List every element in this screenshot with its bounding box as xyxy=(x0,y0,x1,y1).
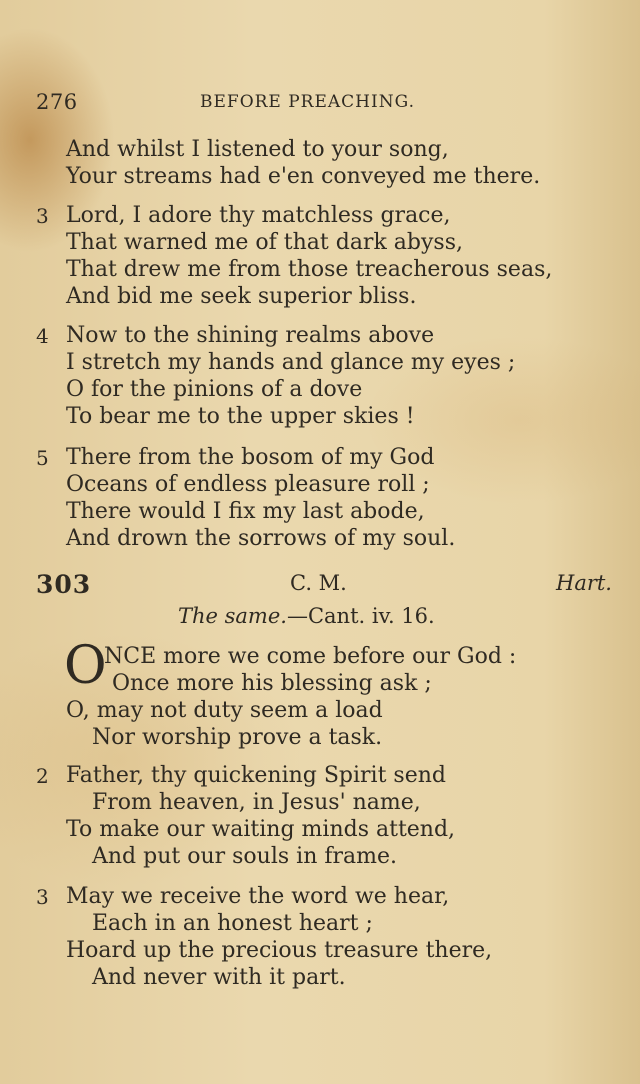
verse-line: Once more his blessing ask ; xyxy=(112,671,432,696)
verse-line: And whilst I listened to your song, xyxy=(66,137,449,162)
page-number: 276 xyxy=(36,90,78,114)
stanza-number: 5 xyxy=(36,446,49,470)
stanza-number: 3 xyxy=(36,885,49,909)
verse-line: Hoard up the precious treasure there, xyxy=(66,938,493,963)
verse-line: To bear me to the upper skies ! xyxy=(66,404,415,429)
hymn-meter: C. M. xyxy=(290,571,347,595)
verse-line: O, may not duty seem a load xyxy=(66,698,383,723)
verse-line: Oceans of endless pleasure roll ; xyxy=(66,472,430,497)
verse-line: There from the bosom of my God xyxy=(66,445,435,470)
verse-line: Father, thy quickening Spirit send xyxy=(66,763,446,788)
verse-line: That drew me from those treacherous seas, xyxy=(66,257,553,282)
verse-line: Your streams had e'en conveyed me there. xyxy=(66,164,541,189)
running-title: BEFORE PREACHING. xyxy=(200,92,415,112)
verse-line: And drown the sorrows of my soul. xyxy=(66,526,456,551)
verse-line: There would I fix my last abode, xyxy=(66,499,425,524)
hymn-author: Hart. xyxy=(556,571,612,595)
verse-line: And put our souls in frame. xyxy=(92,844,398,869)
subtitle-italic: The same. xyxy=(178,604,287,628)
hymn-subtitle xyxy=(178,604,435,628)
verse-line: I stretch my hands and glance my eyes ; xyxy=(66,350,516,375)
verse-line: And bid me seek superior bliss. xyxy=(66,284,417,309)
verse-line: Lord, I adore thy matchless grace, xyxy=(66,203,451,228)
verse-line: Now to the shining realms above xyxy=(66,323,435,348)
drop-cap: O xyxy=(64,636,107,696)
subtitle-reference: —Cant. iv. 16. xyxy=(286,604,435,628)
verse-line: That warned me of that dark abyss, xyxy=(66,230,463,255)
stanza-number: 4 xyxy=(36,324,49,348)
hymn-number: 303 xyxy=(36,570,92,599)
stanza-number: 3 xyxy=(36,204,49,228)
verse-line: O for the pinions of a dove xyxy=(66,377,363,402)
stanza-number: 2 xyxy=(36,764,49,788)
verse-line: NCE more we come before our God : xyxy=(104,644,517,669)
hymn-heading xyxy=(36,570,612,600)
verse-line: To make our waiting minds attend, xyxy=(66,817,456,842)
verse-line: Nor worship prove a task. xyxy=(92,725,383,750)
verse-line: May we receive the word we hear, xyxy=(66,884,450,909)
verse-line: From heaven, in Jesus' name, xyxy=(92,790,421,815)
verse-line: And never with it part. xyxy=(92,965,346,990)
running-header xyxy=(36,90,604,118)
verse-line: Each in an honest heart ; xyxy=(92,911,373,936)
